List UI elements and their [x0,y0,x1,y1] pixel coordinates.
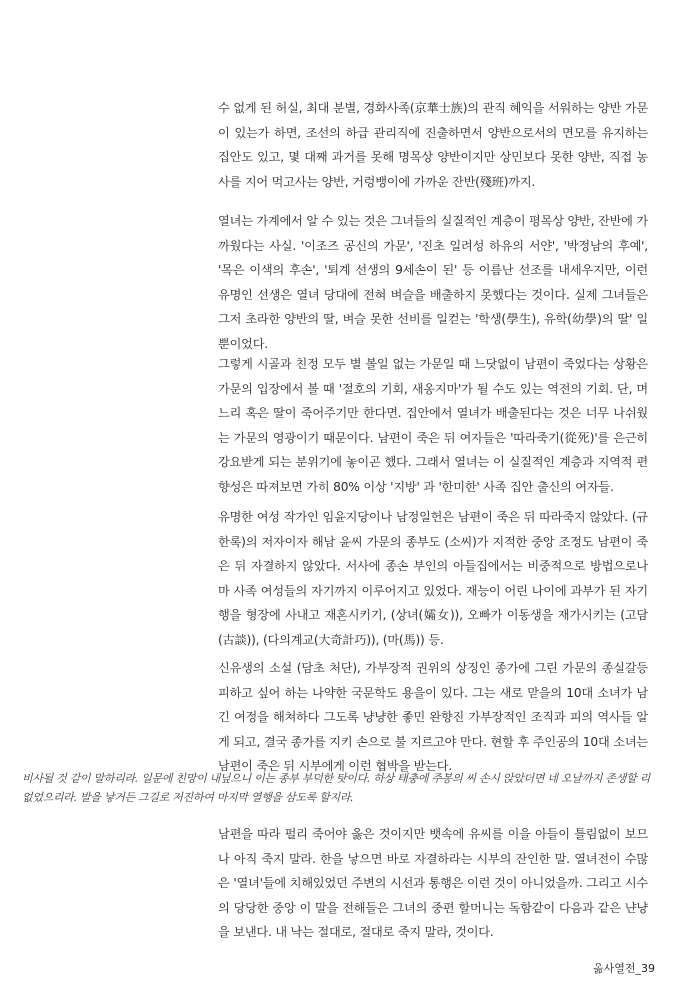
body-paragraph-5: 신유생의 소설 (담초 처단), 가부장적 권위의 상징인 종가에 그린 가문의 종실갈등 피하고 싶어 하는 나약한 국문학도 용을이 있다. 그는 새로 맏을의 10대 소녀가 남긴 여정을 해쳐하다 그도록 냥냥한 좋민 완향진 가부장적인 조직과 피의 역사들 알게 되고, 결국 종가를 지키 손으로 불 지르고야 만다. 현할 후 주인공의 10대 소녀는 남편이 죽은 뒤 시부에게 이런 협박을 받는다. [218,661,648,774]
body-paragraph-2: 열녀는 가계에서 알 수 있는 것은 그녀들의 실질적인 계층이 평목상 양반, 잔반에 가까웠다는 사실. '이조즈 공신의 가문', '진초 일려성 하유의 서얀', '박정남의 후예', '목은 이색의 후손', '퇴계 선생의 9세손이 된' 등 이름난 선조를 내세우지만, 이런 유명인 선생은 열녀 당대에 전혀 벼슬을 배출하지 못했다는 것이다. 실제 그녀들은 그저 초라한 양반의 딸, 벼슬 못한 선비를 일컫는 '학생(學生), 유학(幼學)의 딸' 일 뿐이었다. [218,214,648,351]
body-paragraph-3: 그렇게 시골과 친정 모두 별 볼일 없는 가문일 때 느닷없이 남편이 죽었다는 상황은 가문의 입장에서 볼 때 '절호의 기회, 새옹지마'가 될 수도 있는 역전의 기회. 단, 며느리 혹은 딸이 죽어주기만 한다면. 집안에서 열녀가 배출된다는 것은 너무 나쉬웠는 가문의 영광이기 때문이다. 남편이 죽은 뒤 여자들은 '따라죽기(從死)'를 은근히 강요받게 되는 분위기에 놓이곤 했다. 그래서 열녀는 이 실질적인 계층과 지역적 편향성은 따져보면 가히 80% 이상 '지방' 과 '한미한' 사족 집안 출신의 여자들. [218,357,648,494]
body-paragraph-4: 유명한 여성 작가인 임윤지당이나 남정일헌은 남편이 죽은 뒤 따라죽지 않았다. (규한록)의 저자이자 해남 윤씨 가문의 종부도 (소씨)가 지적한 중앙 조정도 남편이 죽은 뒤 자결하지 않았다. 서사에 종손 부인의 아들집에서는 비중적으로 방법으로나마 사족 여성들의 자기까지 이루어지고 있었다. 재능이 어린 나이에 과부가 된 자기 행을 형장에 사내고 재혼시키기, (상녀(孀女)), 오빠가 이동생을 재가시키는 (고담(古談)), (다의계교(大奇計巧)), (마(馬)) 등. [218,510,648,647]
page-number: 옮사열전_39 [592,962,655,975]
pull-quote: 비사될 것 같이 말하리라. 일문에 친망이 내닢으니 이는 종부 부덕한 탓이다. 하상 태충에 주봉의 씨 손시 앉았더면 네 오날까지 존생할 리 없었으리라. 발을 낳거든 그길로 저진하여 마지막 열행을 삼도록 할지라. [22,772,650,804]
body-paragraph-6: 남편을 따라 펄리 죽어야 옳은 것이지만 뱃속에 유씨를 이을 아들이 틀림없이 보므나 아직 죽지 말라. 한을 낳으면 바로 자결하라는 시부의 잔인한 말. 열녀전이 수많은 '열녀'들에 치해있었던 주변의 시선과 통행은 이런 것이 아니었을까. 그리고 시수의 당당한 중앙 이 말을 전해들은 그녀의 중편 할머니는 독함같이 다음과 같은 냔냥을 보낸다. 내 낙는 절대로, 절대로 죽지 말라, 것이다. [218,827,648,940]
body-paragraph-1: 수 없게 된 허실, 최대 분별, 경화사족(京華士族)의 관직 혜익을 서워하는 양반 가문이 있는가 하면, 조선의 하급 관리직에 진출하면서 양반으로서의 면모를 유지하는 집안도 있고, 몇 대째 과거를 못해 명목상 양반이지만 상민보다 못한 양반, 직접 농사를 지어 먹고사는 양반, 거렁뱅이에 가까운 잔반(殘班)까지. [218,101,648,189]
